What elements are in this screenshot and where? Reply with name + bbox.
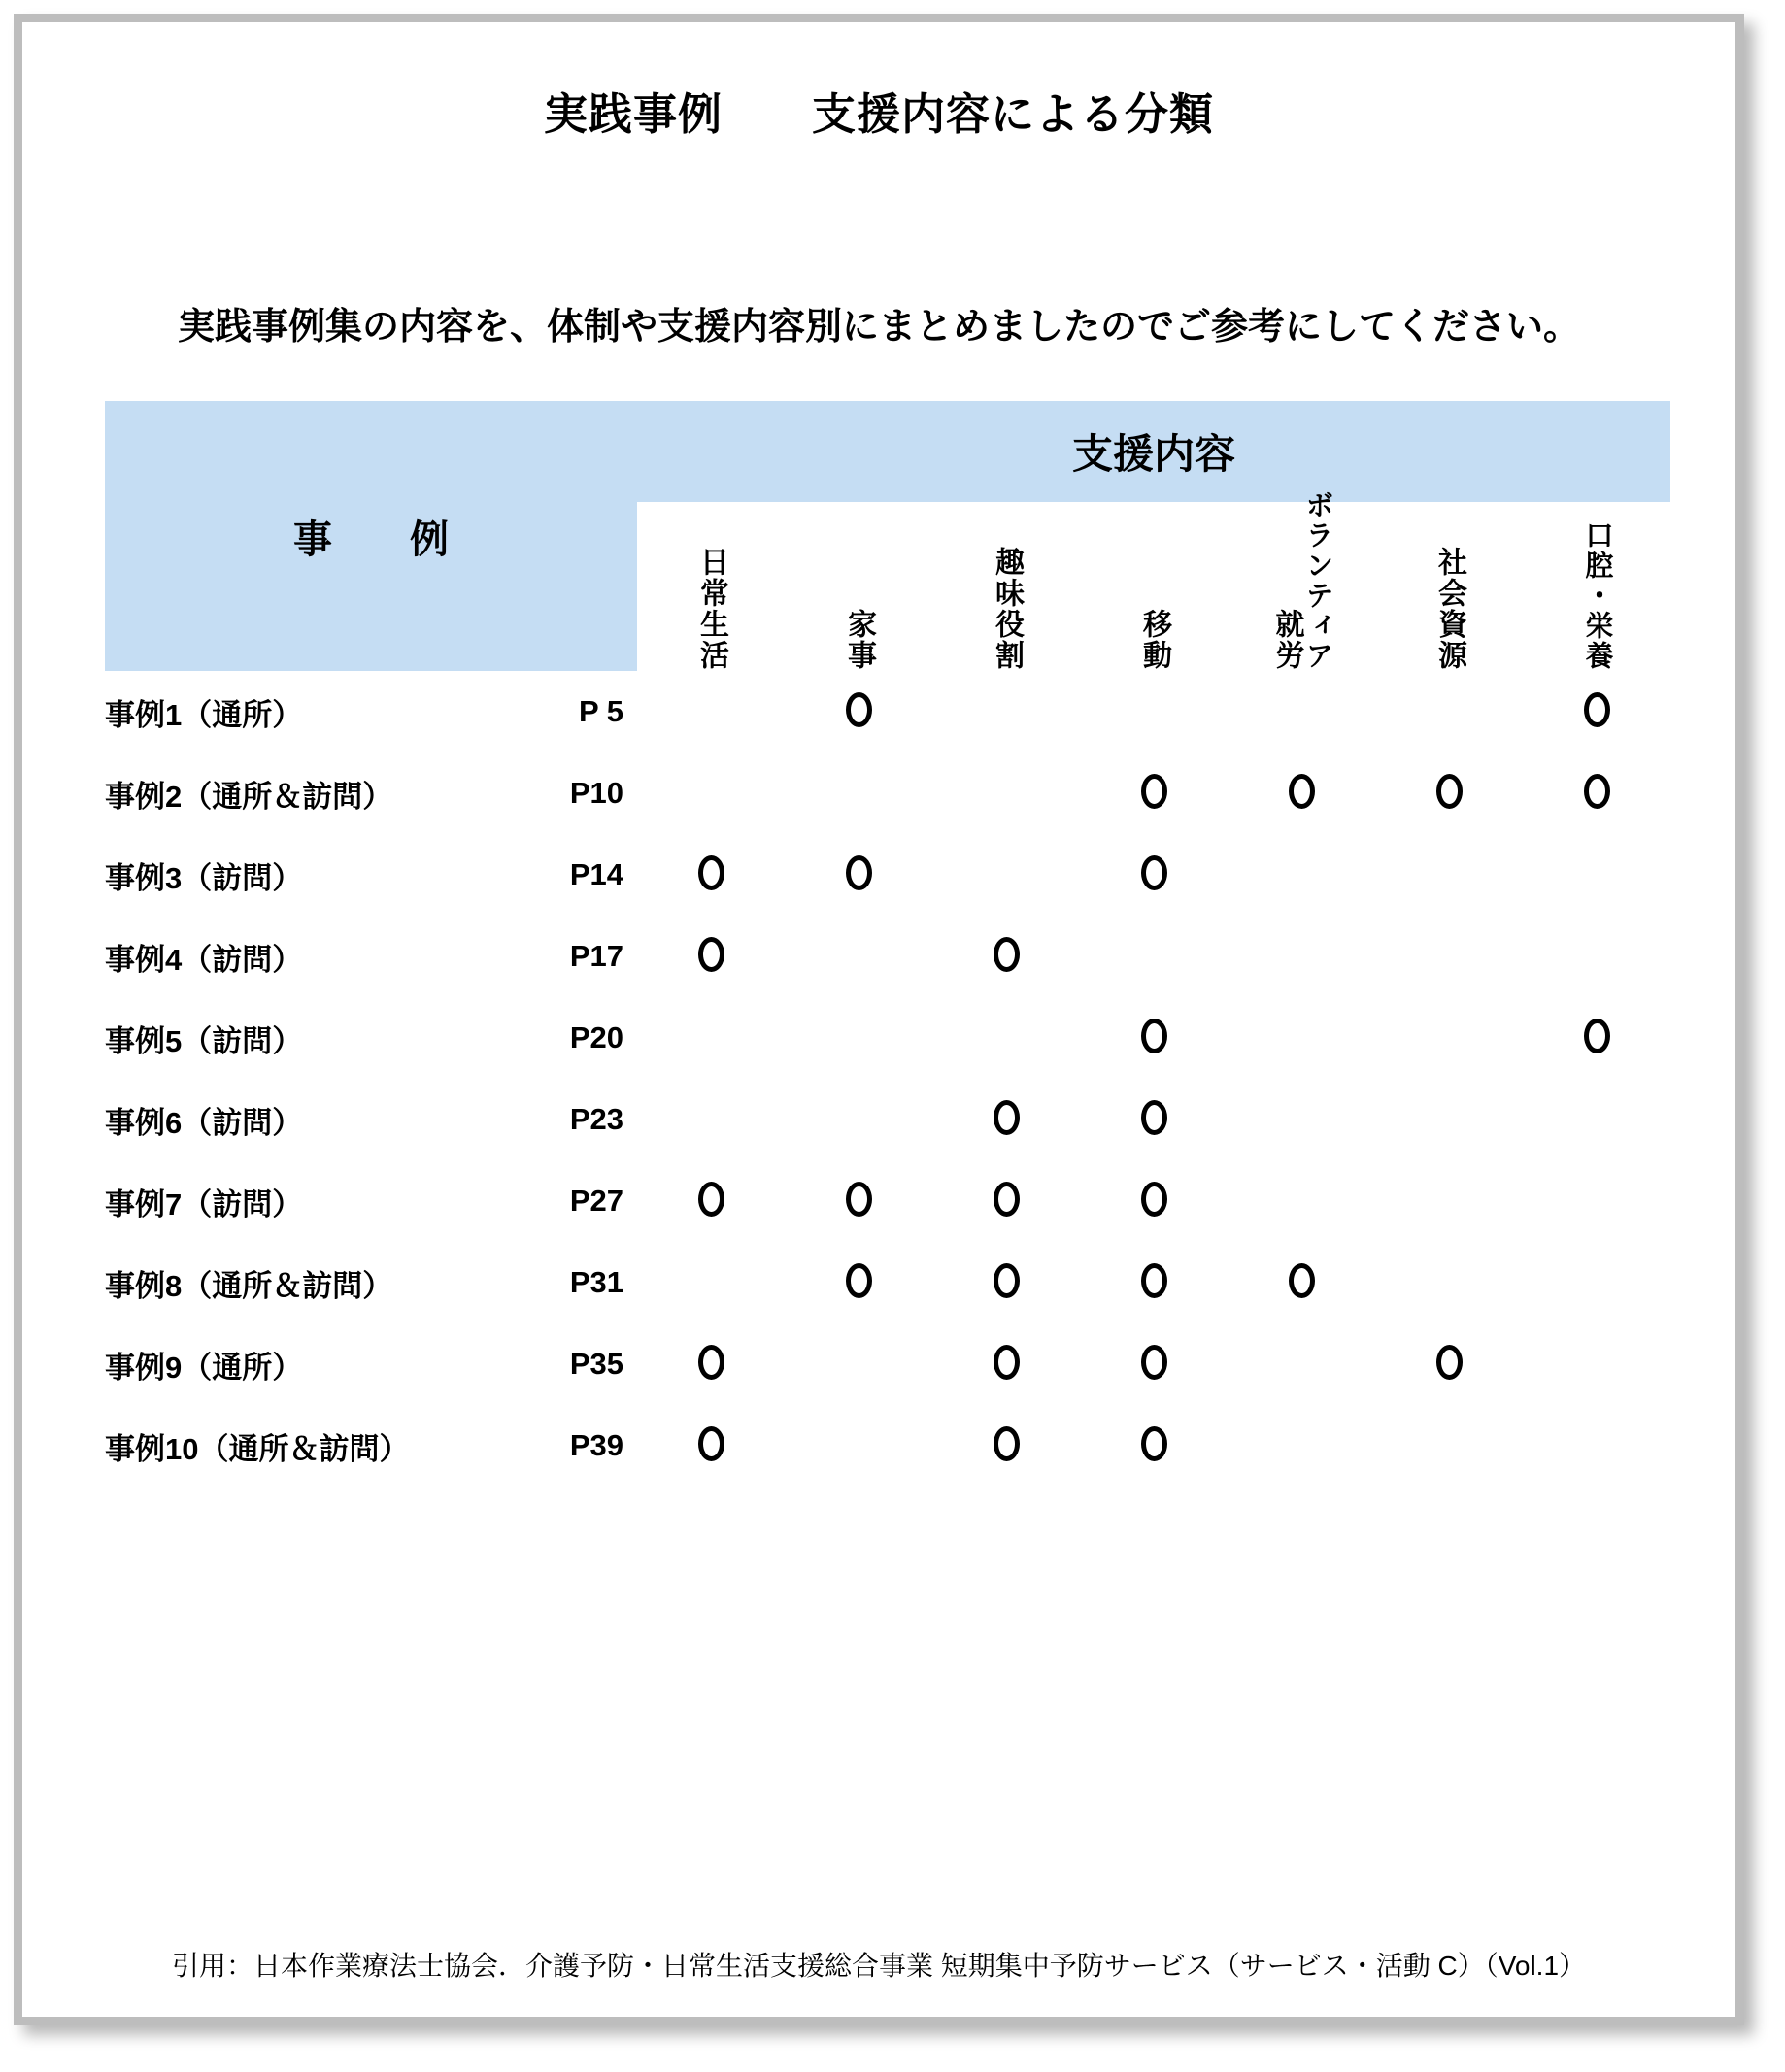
support-mark-cell-filled xyxy=(1228,752,1375,834)
circle-mark-icon xyxy=(1141,855,1167,890)
circle-mark-icon xyxy=(994,1100,1020,1135)
case-name: 事例6（訪問） xyxy=(105,1105,303,1140)
support-mark-cell-filled xyxy=(932,1079,1080,1160)
circle-mark-icon xyxy=(1289,774,1315,809)
case-label-cell xyxy=(105,1323,637,1405)
support-mark-cell-empty xyxy=(1228,1079,1375,1160)
support-mark-cell-filled xyxy=(637,1323,785,1405)
support-mark-cell-empty xyxy=(1523,916,1670,997)
support-mark-cell-filled xyxy=(785,1160,932,1242)
case-label-cell xyxy=(105,1242,637,1323)
support-mark-cell-filled xyxy=(1080,1405,1228,1487)
column-header-1 xyxy=(637,502,785,671)
case-name: 事例2（通所＆訪問） xyxy=(105,779,393,814)
support-mark-cell-empty xyxy=(1228,834,1375,916)
support-mark-cell-empty xyxy=(785,1323,932,1405)
support-mark-cell-empty xyxy=(1228,671,1375,752)
support-mark-cell-filled xyxy=(1080,1323,1228,1405)
support-mark-cell-filled xyxy=(1228,1242,1375,1323)
support-mark-cell-empty xyxy=(1080,916,1228,997)
support-mark-cell-empty xyxy=(637,671,785,752)
support-mark-cell-filled xyxy=(637,1405,785,1487)
support-mark-cell-filled xyxy=(1080,1160,1228,1242)
case-page-number: P23 xyxy=(569,1102,623,1136)
support-mark-cell-empty xyxy=(1523,1323,1670,1405)
case-page-number: P14 xyxy=(569,857,623,891)
circle-mark-icon xyxy=(1436,1345,1463,1380)
support-mark-cell-filled xyxy=(1523,671,1670,752)
page-subtitle: 実践事例集の内容を、体制や支援内容別にまとめましたのでご参考にしてください。 xyxy=(177,307,1580,348)
support-mark-cell-empty xyxy=(932,671,1080,752)
support-mark-cell-empty xyxy=(785,1405,932,1487)
column-header-sublabel: 就労 xyxy=(1270,609,1303,671)
circle-mark-icon xyxy=(846,855,872,890)
case-page-number: P 5 xyxy=(579,694,623,728)
support-mark-cell-empty xyxy=(1375,1160,1523,1242)
case-page-number: P10 xyxy=(569,776,623,810)
circle-mark-icon xyxy=(994,1182,1020,1217)
case-name: 事例8（通所＆訪問） xyxy=(105,1268,393,1303)
page-content xyxy=(22,22,1735,2017)
support-mark-cell-empty xyxy=(785,997,932,1079)
circle-mark-icon xyxy=(994,1345,1020,1380)
support-mark-cell-empty xyxy=(1523,1242,1670,1323)
table-row xyxy=(105,1242,1670,1323)
circle-mark-icon xyxy=(698,855,724,890)
column-header-2 xyxy=(785,502,932,671)
circle-mark-icon xyxy=(846,692,872,727)
page-title: 実践事例 支援内容による分類 xyxy=(543,89,1214,139)
circle-mark-icon xyxy=(1141,1263,1167,1298)
column-header-4 xyxy=(1080,502,1228,671)
support-mark-cell-filled xyxy=(932,1242,1080,1323)
column-header-label: 趣味役割 xyxy=(991,547,1023,671)
case-name: 事例5（訪問） xyxy=(105,1023,303,1058)
case-name: 事例4（訪問） xyxy=(105,942,303,977)
circle-mark-icon xyxy=(1436,774,1463,809)
support-mark-cell-empty xyxy=(1375,834,1523,916)
support-mark-cell-empty xyxy=(1228,1160,1375,1242)
case-label-cell xyxy=(105,916,637,997)
support-mark-cell-empty xyxy=(1228,1323,1375,1405)
support-mark-cell-empty xyxy=(637,1242,785,1323)
support-mark-cell-empty xyxy=(785,752,932,834)
column-header-label: 日常生活 xyxy=(695,547,727,671)
support-mark-cell-empty xyxy=(637,1079,785,1160)
support-mark-cell-filled xyxy=(1375,1323,1523,1405)
support-mark-cell-empty xyxy=(637,752,785,834)
support-mark-cell-filled xyxy=(1080,1079,1228,1160)
column-header-label: 家事 xyxy=(843,609,875,671)
support-mark-cell-filled xyxy=(637,834,785,916)
support-mark-cell-empty xyxy=(637,997,785,1079)
case-page-number: P27 xyxy=(569,1184,623,1218)
page-frame xyxy=(14,14,1744,2025)
support-classification-table xyxy=(105,401,1670,1487)
case-page-number: P17 xyxy=(569,939,623,973)
circle-mark-icon xyxy=(1141,1100,1167,1135)
support-mark-cell-filled xyxy=(1523,752,1670,834)
support-mark-cell-empty xyxy=(1523,1079,1670,1160)
case-page-number: P31 xyxy=(569,1265,623,1299)
support-mark-cell-filled xyxy=(1523,997,1670,1079)
table-row xyxy=(105,834,1670,916)
column-header-label: 移動 xyxy=(1138,609,1170,671)
support-mark-cell-filled xyxy=(637,916,785,997)
table-row xyxy=(105,671,1670,752)
support-mark-cell-empty xyxy=(1375,1405,1523,1487)
support-mark-cell-empty xyxy=(932,752,1080,834)
circle-mark-icon xyxy=(1584,692,1610,727)
case-page-number: P20 xyxy=(569,1020,623,1054)
citation-footer: 引用：日本作業療法士協会．介護予防・日常生活支援総合事業 短期集中予防サービス（サービス・活動 C）（Vol.1） xyxy=(171,1951,1587,1981)
case-label-cell xyxy=(105,671,637,752)
circle-mark-icon xyxy=(698,1426,724,1461)
support-mark-cell-empty xyxy=(1228,1405,1375,1487)
support-mark-cell-filled xyxy=(1080,997,1228,1079)
support-mark-cell-empty xyxy=(1375,671,1523,752)
table-row xyxy=(105,752,1670,834)
support-mark-cell-empty xyxy=(785,1079,932,1160)
support-mark-cell-empty xyxy=(932,834,1080,916)
circle-mark-icon xyxy=(1289,1263,1315,1298)
support-mark-cell-filled xyxy=(932,1405,1080,1487)
circle-mark-icon xyxy=(1141,1019,1167,1053)
case-label-cell xyxy=(105,997,637,1079)
support-mark-cell-empty xyxy=(1375,997,1523,1079)
support-mark-cell-filled xyxy=(637,1160,785,1242)
circle-mark-icon xyxy=(1141,1345,1167,1380)
circle-mark-icon xyxy=(1584,774,1610,809)
support-mark-cell-empty xyxy=(1080,671,1228,752)
support-mark-cell-filled xyxy=(785,671,932,752)
column-header-label: 社会資源 xyxy=(1433,547,1465,671)
support-mark-cell-empty xyxy=(1228,916,1375,997)
support-mark-cell-empty xyxy=(1523,1405,1670,1487)
circle-mark-icon xyxy=(994,937,1020,972)
support-mark-cell-empty xyxy=(785,916,932,997)
case-name: 事例10（通所＆訪問） xyxy=(105,1431,410,1466)
support-mark-cell-filled xyxy=(932,1160,1080,1242)
table-row xyxy=(105,997,1670,1079)
support-mark-cell-filled xyxy=(1375,752,1523,834)
circle-mark-icon xyxy=(1141,1426,1167,1461)
column-header-3 xyxy=(932,502,1080,671)
case-column-header: 事 例 xyxy=(105,401,637,671)
support-mark-cell-empty xyxy=(932,997,1080,1079)
circle-mark-icon xyxy=(1141,774,1167,809)
circle-mark-icon xyxy=(846,1263,872,1298)
circle-mark-icon xyxy=(994,1263,1020,1298)
circle-mark-icon xyxy=(698,937,724,972)
case-label-cell xyxy=(105,834,637,916)
support-mark-cell-filled xyxy=(785,1242,932,1323)
support-mark-cell-empty xyxy=(1523,1160,1670,1242)
support-mark-cell-filled xyxy=(1080,752,1228,834)
case-label-cell xyxy=(105,1160,637,1242)
support-content-group-header: 支援内容 xyxy=(637,401,1670,502)
case-name: 事例1（通所） xyxy=(105,697,303,732)
circle-mark-icon xyxy=(994,1426,1020,1461)
case-name: 事例3（訪問） xyxy=(105,860,303,895)
table-row xyxy=(105,916,1670,997)
support-mark-cell-filled xyxy=(932,1323,1080,1405)
support-mark-cell-empty xyxy=(1523,834,1670,916)
case-page-number: P39 xyxy=(569,1428,623,1462)
circle-mark-icon xyxy=(698,1345,724,1380)
support-mark-cell-filled xyxy=(785,834,932,916)
column-header-7 xyxy=(1523,502,1670,671)
table-row xyxy=(105,1323,1670,1405)
column-header-label: ボランティア xyxy=(1301,490,1333,671)
support-mark-cell-empty xyxy=(1375,916,1523,997)
circle-mark-icon xyxy=(1584,1019,1610,1053)
table-row xyxy=(105,1160,1670,1242)
support-mark-cell-filled xyxy=(1080,1242,1228,1323)
circle-mark-icon xyxy=(1141,1182,1167,1217)
column-header-6 xyxy=(1375,502,1523,671)
column-header-5 xyxy=(1228,490,1375,671)
support-mark-cell-empty xyxy=(1228,997,1375,1079)
table-row xyxy=(105,1079,1670,1160)
support-mark-cell-empty xyxy=(1375,1242,1523,1323)
case-label-cell xyxy=(105,752,637,834)
table-header-row-group xyxy=(105,401,1670,502)
column-header-label: 口腔・栄養 xyxy=(1581,520,1613,671)
case-label-cell xyxy=(105,1079,637,1160)
circle-mark-icon xyxy=(698,1182,724,1217)
case-name: 事例7（訪問） xyxy=(105,1186,303,1221)
support-mark-cell-filled xyxy=(932,916,1080,997)
case-page-number: P35 xyxy=(569,1347,623,1381)
support-mark-cell-filled xyxy=(1080,834,1228,916)
case-name: 事例9（通所） xyxy=(105,1350,303,1385)
support-mark-cell-empty xyxy=(1375,1079,1523,1160)
circle-mark-icon xyxy=(846,1182,872,1217)
table-row xyxy=(105,1405,1670,1487)
case-label-cell xyxy=(105,1405,637,1487)
